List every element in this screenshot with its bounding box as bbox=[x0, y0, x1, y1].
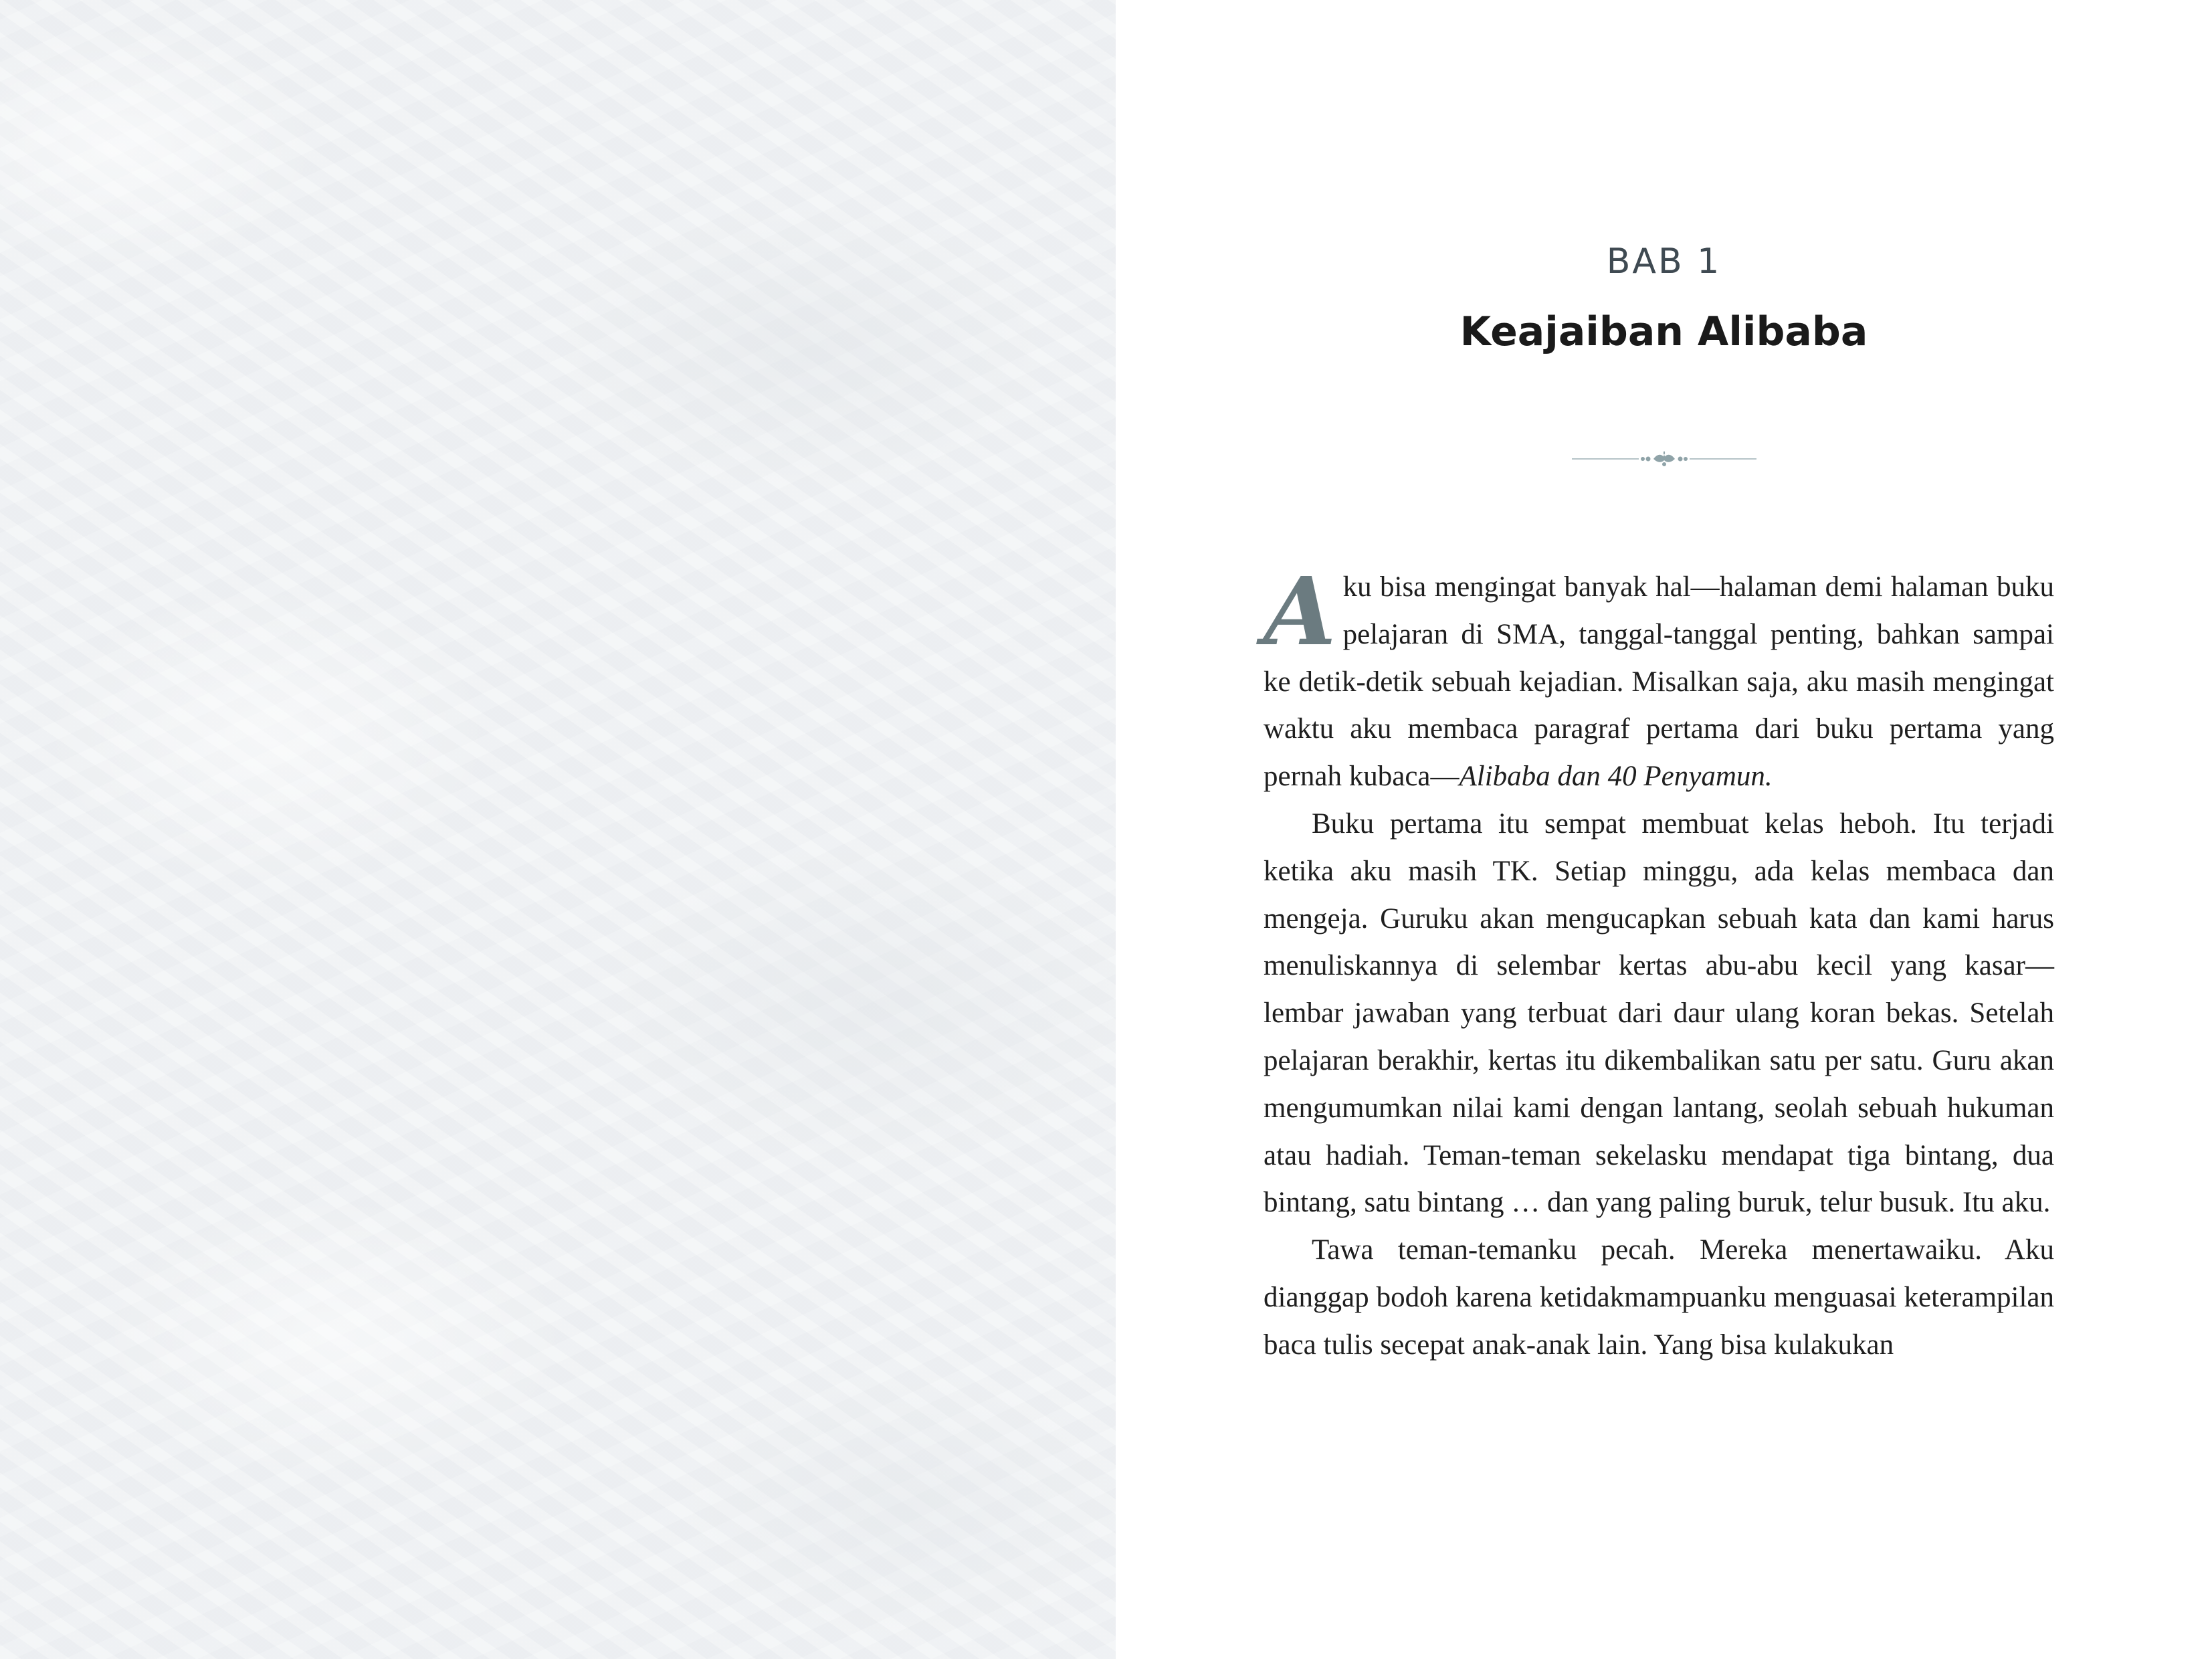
drop-cap: A bbox=[1264, 557, 1336, 667]
paragraph-2: Buku pertama itu sempat membuat kelas heboh. Itu terjadi ketika aku masih TK. Setiap minggu, ada kelas membaca dan mengeja. Guruku akan mengucapkan sebuah kata dan kami harus menuliskannya di selembar kertas abu-abu kecil yang kasar—lembar jawaban yang terbuat dari daur ulang koran bekas. Setelah pelajaran berakhir, kertas itu dikembalikan satu per satu. Guru akan mengumumkan nilai kami dengan lantang, seolah sebuah hukuman atau hadiah. Teman-teman sekelasku mendapat tiga bintang, dua bintang, satu bintang … dan yang paling buruk, telur busuk. Itu aku. bbox=[1264, 807, 2054, 1219]
paragraph-1-text: ku bisa mengingat banyak hal—halaman demi halaman buku pelajaran di SMA, tanggal-tanggal penting, bahkan sampai ke detik-detik sebuah kejadian. Misalkan saja, aku masih mengingat waktu aku membaca paragraf pertama dari buku pertama yang pernah kubaca— bbox=[1264, 571, 2054, 793]
chapter-body bbox=[1264, 557, 2054, 1369]
paragraph-1 bbox=[1264, 557, 2054, 801]
chapter-label: BAB 1 bbox=[1606, 241, 1722, 282]
right-page bbox=[1116, 0, 2212, 1659]
chapter-title: Keajaiban Alibaba bbox=[1460, 308, 1868, 355]
floral-divider-icon bbox=[1572, 447, 1756, 471]
book-title-italic: Alibaba dan 40 Penyamun. bbox=[1459, 761, 1773, 793]
paragraph-3: Tawa teman-temanku pecah. Mereka menertawaiku. Aku dianggap bodoh karena ketidakmampuanku menguasai keterampilan baca tulis secepat anak-anak lain. Yang bisa kulakukan bbox=[1264, 1234, 2054, 1361]
